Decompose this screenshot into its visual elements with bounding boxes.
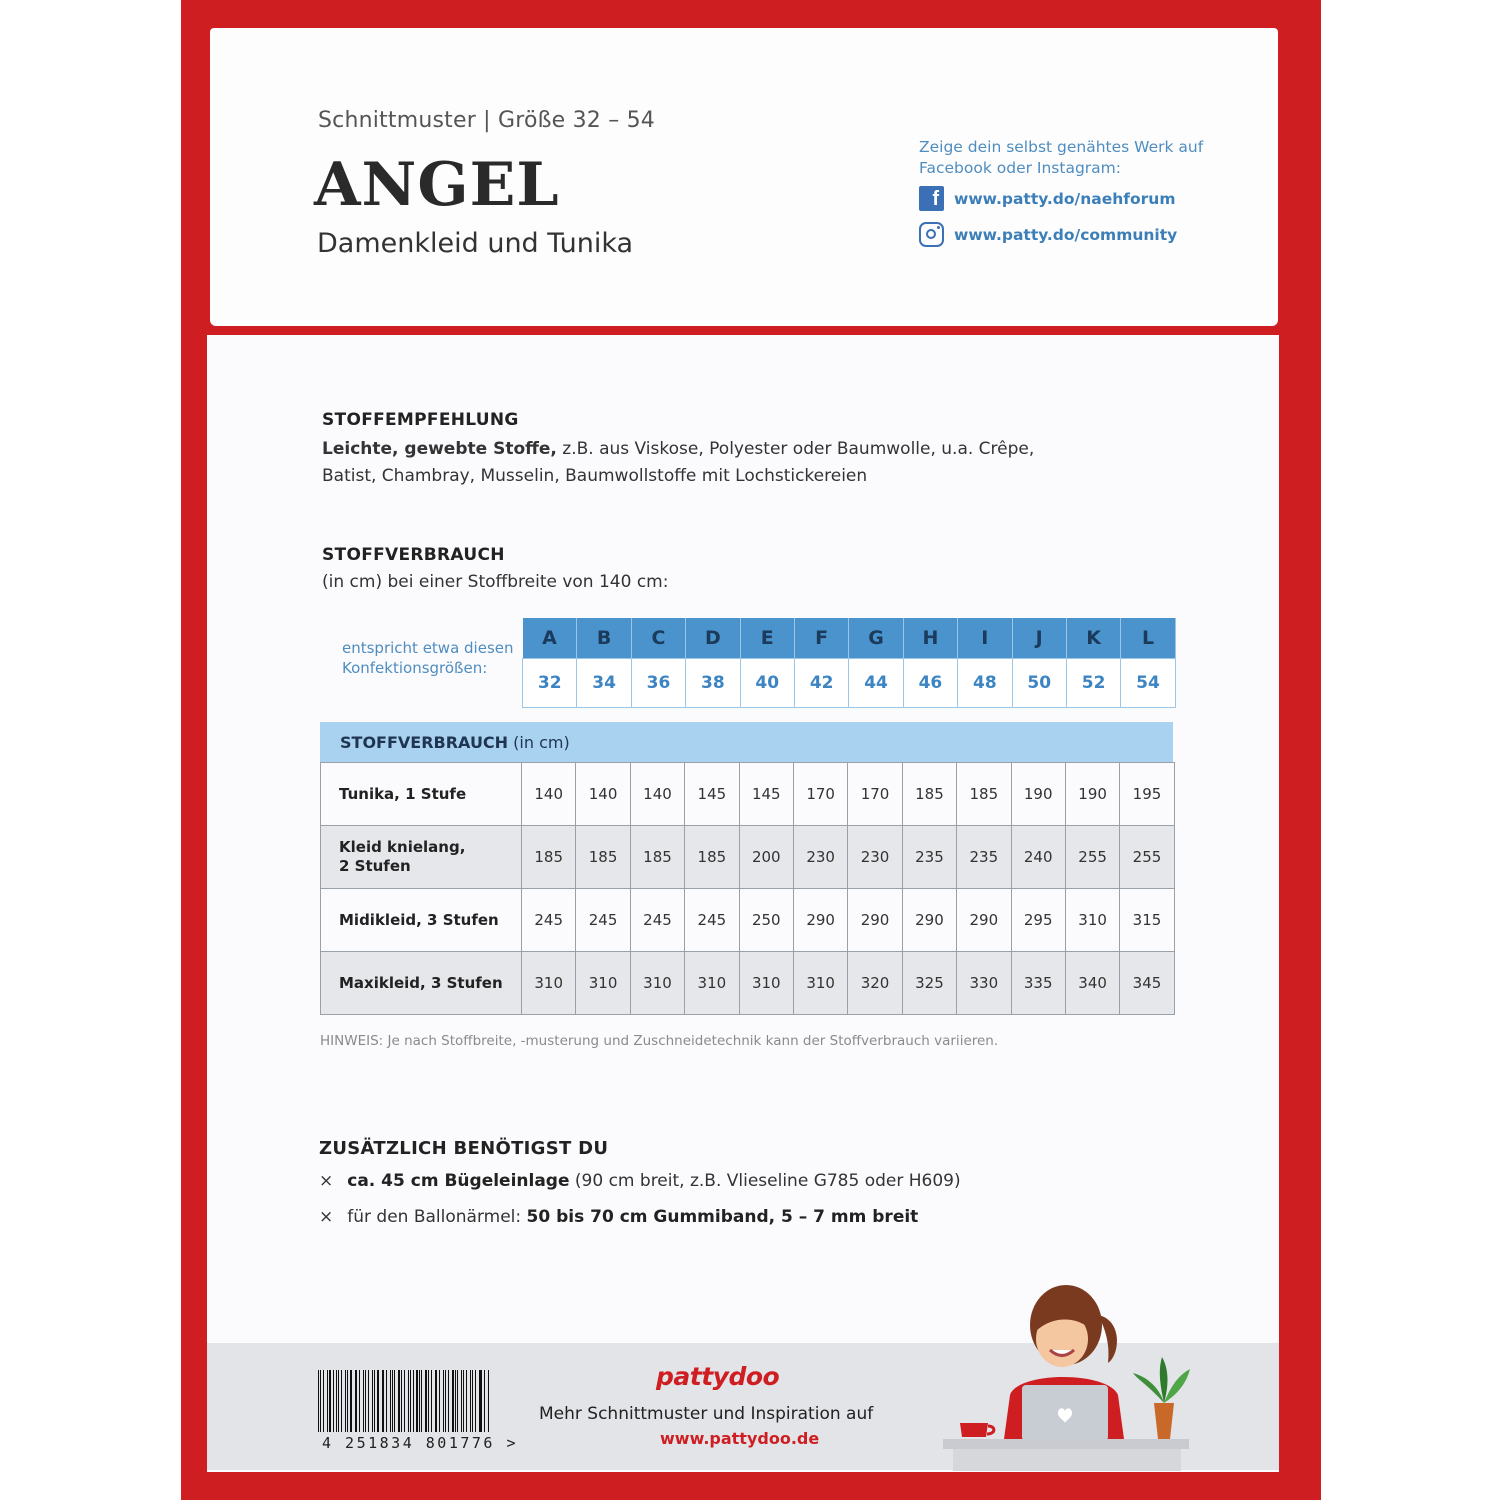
size-letter-h: H [903, 618, 957, 659]
barcode-bar [333, 1370, 334, 1432]
barcode-bar [461, 1370, 462, 1432]
pattern-tagline: Damenkleid und Tunika [317, 228, 634, 259]
usage-note: HINWEIS: Je nach Stoffbreite, -musterung und Zuschneidetechnik kann der Stoffverbrauch variieren. [320, 1033, 999, 1049]
barcode-bar [383, 1370, 384, 1432]
usage-cell: 310 [522, 952, 576, 1015]
woman-laptop-illustration [938, 1285, 1194, 1471]
social-intro: Zeige dein selbst genähtes Werk auf Facebook oder Instagram: [919, 138, 1204, 177]
usage-cell: 290 [902, 889, 956, 952]
barcode-bar [394, 1370, 395, 1432]
bullet-cross-icon: × [319, 1171, 334, 1191]
barcode-bar [416, 1370, 417, 1432]
size-letter-b: B [577, 618, 631, 659]
usage-cell: 245 [522, 889, 576, 952]
sizes-label: entspricht etwa diesen Konfektionsgrößen: [342, 639, 514, 677]
size-numbers-row [523, 659, 1176, 708]
barcode [318, 1370, 490, 1432]
size-letter-i: I [958, 618, 1012, 659]
additional-item-1 [319, 1171, 961, 1191]
usage-cell: 245 [685, 889, 739, 952]
usage-cell: 145 [685, 763, 739, 826]
barcode-bar [345, 1370, 346, 1432]
usage-cell: 295 [1011, 889, 1065, 952]
usage-cell: 235 [957, 826, 1011, 889]
barcode-bar [480, 1370, 482, 1432]
footer-text: Mehr Schnittmuster und Inspiration auf [539, 1404, 874, 1424]
barcode-bar [382, 1370, 383, 1432]
usage-cell: 185 [902, 763, 956, 826]
barcode-bar [448, 1370, 449, 1432]
usage-cell: 185 [522, 826, 576, 889]
barcode-bar [320, 1370, 321, 1432]
barcode-number: 4 251834 801776 > [322, 1434, 519, 1452]
facebook-icon: f [919, 186, 944, 211]
usage-cell: 140 [630, 763, 684, 826]
barcode-bar [355, 1370, 356, 1432]
usage-cell: 145 [739, 763, 793, 826]
fabric-recommendation-lead: Leichte, gewebte Stoffe, [322, 439, 557, 459]
additional-item-2 [319, 1207, 918, 1227]
usage-cell: 315 [1120, 889, 1174, 952]
usage-cell: 200 [739, 826, 793, 889]
barcode-bar [484, 1370, 485, 1432]
additional-heading: ZUSÄTZLICH BENÖTIGST DU [319, 1138, 609, 1159]
usage-cell: 140 [522, 763, 576, 826]
usage-cell: 255 [1120, 826, 1174, 889]
usage-cell: 310 [630, 952, 684, 1015]
barcode-bar [419, 1370, 420, 1432]
table-row [321, 889, 1175, 952]
usage-cell: 255 [1065, 826, 1119, 889]
pattern-subtitle: Schnittmuster | Größe 32 – 54 [318, 108, 655, 133]
instagram-url[interactable]: www.patty.do/community [954, 225, 1178, 244]
barcode-bar [435, 1370, 436, 1432]
fabric-recommendation-line2: Batist, Chambray, Musselin, Baumwollstoffe mit Lochstickereien [322, 466, 868, 486]
barcode-bar [410, 1370, 411, 1432]
barcode-bar [466, 1370, 467, 1432]
row-label: Maxikleid, 3 Stufen [321, 952, 522, 1015]
size-letter-f: F [794, 618, 848, 659]
usage-cell: 250 [739, 889, 793, 952]
usage-cell: 310 [576, 952, 630, 1015]
barcode-bar [401, 1370, 402, 1432]
fabric-recommendation-line1: z.B. aus Viskose, Polyester oder Baumwolle, u.a. Crêpe, [556, 439, 1035, 459]
usage-cell: 235 [902, 826, 956, 889]
additional-item-2-bold: 50 bis 70 cm Gummiband, 5 – 7 mm breit [526, 1207, 919, 1227]
usage-cell: 240 [1011, 826, 1065, 889]
barcode-bar [455, 1370, 456, 1432]
size-letter-k: K [1066, 618, 1120, 659]
size-number: 44 [849, 659, 903, 708]
size-letter-j: J [1012, 618, 1066, 659]
usage-cell: 335 [1011, 952, 1065, 1015]
usage-cell: 170 [793, 763, 847, 826]
usage-cell: 290 [793, 889, 847, 952]
usage-cell: 190 [1065, 763, 1119, 826]
barcode-bar [404, 1370, 405, 1432]
size-number: 52 [1066, 659, 1120, 708]
usage-cell: 185 [576, 826, 630, 889]
barcode-bar [428, 1370, 429, 1432]
barcode-bar [323, 1370, 324, 1432]
usage-cell: 185 [957, 763, 1011, 826]
size-number: 50 [1012, 659, 1066, 708]
barcode-bar [327, 1370, 328, 1432]
table-row [321, 952, 1175, 1015]
barcode-bar [341, 1370, 342, 1432]
usage-cell: 185 [685, 826, 739, 889]
barcode-bar [386, 1370, 387, 1432]
pattydoo-logo: pattydoo [656, 1362, 780, 1391]
row-label: Kleid knielang, 2 Stufen [321, 826, 522, 889]
size-number: 38 [686, 659, 740, 708]
additional-item-1-rest: (90 cm breit, z.B. Vlieseline G785 oder H609) [569, 1171, 961, 1191]
size-letters-row [523, 618, 1176, 659]
fabric-recommendation-text [322, 436, 1034, 490]
additional-item-2-lead: für den Ballonärmel: [347, 1207, 527, 1227]
barcode-bar [445, 1370, 446, 1432]
size-number: 36 [631, 659, 685, 708]
barcode-bar [374, 1370, 375, 1432]
fabric-usage-subheading: (in cm) bei einer Stoffbreite von 140 cm: [322, 572, 669, 592]
size-number: 48 [958, 659, 1012, 708]
usage-cell: 245 [576, 889, 630, 952]
usage-cell: 190 [1011, 763, 1065, 826]
barcode-bar [372, 1370, 373, 1432]
size-letter-d: D [686, 618, 740, 659]
additional-item-1-bold: ca. 45 cm Bügeleinlage [347, 1171, 570, 1191]
size-number: 46 [903, 659, 957, 708]
usage-cell: 310 [739, 952, 793, 1015]
instagram-icon [919, 222, 944, 247]
barcode-bar [363, 1370, 364, 1432]
usage-cell: 140 [576, 763, 630, 826]
usage-cell: 290 [957, 889, 1011, 952]
fabric-recommendation-heading: STOFFEMPFEHLUNG [322, 410, 519, 430]
row-label: Midikleid, 3 Stufen [321, 889, 522, 952]
size-number: 40 [740, 659, 794, 708]
usage-cell: 185 [630, 826, 684, 889]
size-letter-g: G [849, 618, 903, 659]
barcode-bar [439, 1370, 440, 1432]
barcode-bar [413, 1370, 414, 1432]
instagram-link[interactable] [919, 222, 1177, 247]
barcode-bar [365, 1370, 366, 1432]
pattern-title: ANGEL [314, 150, 560, 220]
usage-cell: 195 [1120, 763, 1174, 826]
usage-cell: 330 [957, 952, 1011, 1015]
barcode-bar [431, 1370, 432, 1432]
barcode-bar [398, 1370, 400, 1432]
size-letter-l: L [1121, 618, 1175, 659]
usage-cell: 310 [793, 952, 847, 1015]
size-number: 34 [577, 659, 631, 708]
usage-cell: 310 [685, 952, 739, 1015]
barcode-bar [452, 1370, 454, 1432]
table-row [321, 826, 1175, 889]
barcode-bar [443, 1370, 444, 1432]
barcode-bar [472, 1370, 473, 1432]
usage-cell: 230 [848, 826, 902, 889]
usage-table-title: STOFFVERBRAUCH [340, 732, 509, 752]
usage-cell: 310 [1065, 889, 1119, 952]
size-number: 54 [1121, 659, 1175, 708]
barcode-bar [408, 1370, 409, 1432]
usage-cell: 345 [1120, 952, 1174, 1015]
barcode-bar [350, 1370, 352, 1432]
barcode-bar [470, 1370, 471, 1432]
usage-cell: 320 [848, 952, 902, 1015]
facebook-url[interactable]: www.patty.do/naehforum [954, 189, 1176, 208]
table-row [321, 763, 1175, 826]
barcode-bar [479, 1370, 480, 1432]
barcode-bar [377, 1370, 379, 1432]
barcode-bar [392, 1370, 393, 1432]
size-letter-c: C [631, 618, 685, 659]
usage-cell: 245 [630, 889, 684, 952]
barcode-bar [488, 1370, 489, 1432]
barcode-bar [475, 1370, 476, 1432]
usage-table-unit: (in cm) [513, 732, 570, 752]
barcode-bar [318, 1370, 319, 1432]
barcode-bar [436, 1370, 437, 1432]
barcode-bar [338, 1370, 339, 1432]
footer-url[interactable]: www.pattydoo.de [660, 1429, 820, 1448]
row-label: Tunika, 1 Stufe [321, 763, 522, 826]
fabric-usage-heading: STOFFVERBRAUCH [322, 545, 505, 565]
barcode-bar [347, 1370, 348, 1432]
usage-cell: 325 [902, 952, 956, 1015]
barcode-bar [356, 1370, 357, 1432]
barcode-bar [336, 1370, 337, 1432]
barcode-bar [359, 1370, 360, 1432]
usage-table-header [320, 722, 1173, 762]
size-letter-e: E [740, 618, 794, 659]
barcode-bar [463, 1370, 464, 1432]
barcode-bar [390, 1370, 391, 1432]
bullet-cross-icon: × [319, 1207, 334, 1227]
barcode-bar [421, 1370, 422, 1432]
usage-table [320, 762, 1175, 1015]
usage-cell: 230 [793, 826, 847, 889]
barcode-bar [457, 1370, 458, 1432]
barcode-bar [329, 1370, 331, 1432]
usage-cell: 290 [848, 889, 902, 952]
usage-cell: 170 [848, 763, 902, 826]
size-number: 32 [523, 659, 577, 708]
size-table [522, 618, 1176, 708]
barcode-bar [368, 1370, 369, 1432]
facebook-link[interactable] [919, 186, 1175, 211]
size-number: 42 [794, 659, 848, 708]
barcode-bar [425, 1370, 427, 1432]
size-letter-a: A [523, 618, 577, 659]
usage-cell: 340 [1065, 952, 1119, 1015]
